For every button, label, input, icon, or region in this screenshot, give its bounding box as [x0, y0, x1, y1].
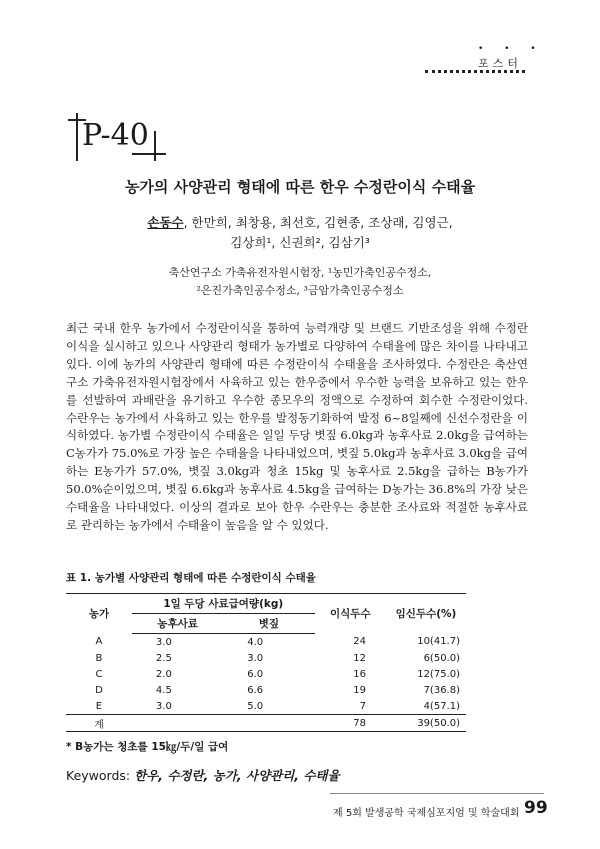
results-table [66, 593, 466, 732]
abstract-text: 최근 국내 한우 농가에서 수정란이식을 통하여 능력개량 및 브랜드 기반조성을 위해 수정란이식을 실시하고 있으나 사양관리 형태가 농가별로 다양하여 수태율에 많은 차이를 나타내고 있다. 이에 농가의 사양관리 형태에 따른 수정란이식 수태율을 조사하였다. 수정란은 축산연구소 가축유전자원시험장에서 사육하고 있는 한우중에서 우수한 능력을 보유하고 있는 한우를 선발하여 과배란을 유기하고 우수한 종모우의 정액으로 수정하여 회수한 수정란이었다. 수란우는 농가에서 사육하고 있는 한우를 발정동기화하여 발정 6~8일째에 신선수정란을 이식하였다. 농가별 수정란이식 수태율은 일일 두당 볏짚 6.0kg과 농후사료 2.0kg을 급여하는 C농가가 75.0%로 가장 높은 수태율을 나타내었으며, 볏짚 5.0kg과 농후사료 3.0kg을 급여하는 E농가가 57.0%, 볏짚 3.0kg과 청초 15kg 및 농후사료 2.5kg을 급하는 B농가가 50.0%순이었으며, 볏짚 6.6kg과 농후사료 4.5kg을 급여하는 D농가는 36.8%의 가장 낮은 수태율을 나타내었다. 이상의 결과로 보아 한우 수란우는 충분한 조사료와 적절한 농후사료로 관리하는 농가에서 수태율이 높음을 알 수 있었다. [66, 321, 528, 532]
cell-pregnant: 6(50.0) [423, 652, 460, 664]
cell-heads: 19 [353, 684, 367, 696]
col-header-heads: 이식두수 [315, 594, 386, 634]
cell-pregnant: 4(57.1) [423, 700, 460, 712]
col-header-straw: 볏짚 [223, 614, 314, 634]
cell-farm: B [95, 652, 103, 664]
affiliation-line2: ²은진가축인공수정소, ³금암가축인공수정소 [196, 284, 404, 297]
table-footnote: * B농가는 청초를 15㎏/두/일 급여 [66, 741, 229, 753]
cell-total-pregnant: 39(50.0) [386, 715, 466, 732]
footer-rule [330, 793, 544, 794]
poster-code: P-40 [82, 118, 149, 153]
authors [100, 213, 500, 253]
cell-straw: 5.0 [247, 700, 264, 712]
cell-empty [132, 715, 223, 732]
keywords-value: 한우, 수정란, 농가, 사양관리, 수태율 [134, 768, 340, 783]
col-header-feed-group: 1일 두당 사료급여량(kg) [132, 594, 315, 614]
cell-concentrate: 3.0 [155, 636, 172, 648]
cell-total-heads: 78 [315, 715, 386, 732]
affiliations [100, 264, 500, 300]
presenting-author: 손동수 [147, 215, 184, 230]
table-total-row [66, 715, 466, 732]
keywords [66, 766, 340, 784]
cell-farm: A [95, 636, 103, 648]
header-dots: • • • [478, 44, 545, 54]
table-row [66, 650, 466, 666]
table-row [66, 666, 466, 682]
header-dotted-rule [425, 70, 525, 73]
cell-straw: 6.0 [247, 668, 264, 680]
affiliation-line1: 축산연구소 가축유전자원시험장, ¹농민가축인공수정소, [168, 266, 432, 279]
cell-straw: 4.0 [247, 636, 264, 648]
cell-heads: 16 [353, 668, 367, 680]
authors-line1: , 한만희, 최창용, 최선호, 김현종, 조상래, 김영근, [183, 215, 453, 230]
cell-farm: C [95, 668, 103, 680]
page-number: 99 [524, 798, 548, 818]
col-header-concentrate: 농후사료 [132, 614, 223, 634]
table-row [66, 682, 466, 698]
cell-total-label: 계 [66, 715, 132, 732]
cell-empty [223, 715, 314, 732]
col-header-pregnant: 임신두수(%) [386, 594, 466, 634]
col-header-farm: 농가 [66, 594, 132, 634]
section-label: 포스터 [478, 57, 522, 70]
keywords-label: Keywords: [66, 768, 135, 783]
cell-straw: 3.0 [247, 652, 264, 664]
table-row [66, 698, 466, 715]
cell-pregnant: 10(41.7) [417, 636, 460, 648]
cell-heads: 7 [359, 700, 367, 712]
cell-farm: D [95, 684, 103, 696]
authors-line2: 김상희¹, 신권희², 김삼기³ [230, 235, 370, 250]
cell-concentrate: 2.0 [155, 668, 172, 680]
cell-pregnant: 7(36.8) [423, 684, 460, 696]
table-caption: 표 1. 농가별 사양관리 형태에 따른 수정란이식 수태율 [66, 572, 316, 584]
cell-concentrate: 4.5 [155, 684, 172, 696]
cell-heads: 24 [353, 636, 367, 648]
table-row [66, 634, 466, 651]
cell-farm: E [95, 700, 103, 712]
cell-concentrate: 3.0 [155, 700, 172, 712]
cell-concentrate: 2.5 [155, 652, 172, 664]
cell-heads: 12 [353, 652, 367, 664]
conference-name: 제 5회 발생공학 국제심포지엄 및 학술대회 [333, 808, 520, 819]
paper-title: 농가의 사양관리 형태에 따른 한우 수정란이식 수태율 [124, 178, 476, 196]
cell-straw: 6.6 [247, 684, 264, 696]
cell-pregnant: 12(75.0) [417, 668, 460, 680]
